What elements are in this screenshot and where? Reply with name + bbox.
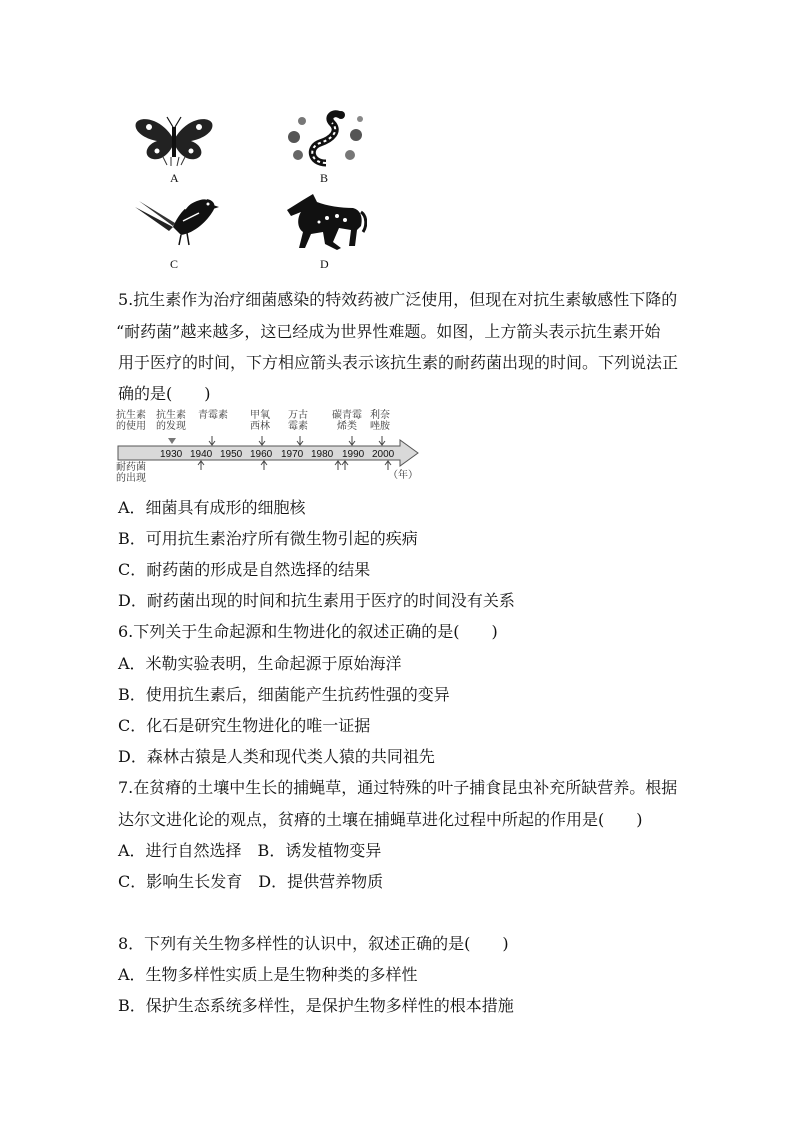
q6-stem: 6.下列关于生命起源和生物进化的叙述正确的是( ) <box>118 622 498 641</box>
label-antibiotic-use: 抗生素 的使用 <box>116 410 146 432</box>
year-tick: 1980 <box>311 449 334 460</box>
figure-c-label: C <box>170 257 179 271</box>
year-tick: 2000 <box>372 449 395 460</box>
q6-option-c: C．化石是研究生物进化的唯一证据 <box>118 716 371 735</box>
q5-stem-line-2: “耐药菌”越来越多，这已经成为世界性难题。如图，上方箭头表示抗生素开始 <box>116 322 661 341</box>
horse-icon <box>283 192 367 254</box>
magpie-icon <box>133 193 219 251</box>
q6-option-d: D．森林古猿是人类和现代类人猿的共同祖先 <box>118 747 435 766</box>
q7-stem-line-1: 7.在贫瘠的土壤中生长的捕蝇草，通过特殊的叶子捕食昆虫补充所缺营养。根据 <box>118 778 678 797</box>
q7-options-ab: A．进行自然选择 B．诱发植物变异 <box>118 841 382 860</box>
q7-stem-line-2: 达尔文进化论的观点，贫瘠的土壤在捕蝇草进化过程中所起的作用是( ) <box>118 810 643 829</box>
year-tick: 1960 <box>250 449 273 460</box>
q5-stem-line-1: 5.抗生素作为治疗细菌感染的特效药被广泛使用，但现在对抗生素敏感性下降的 <box>118 290 678 309</box>
q5-stem-line-3: 用于医疗的时间，下方相应箭头表示该抗生素的耐药菌出现的时间。下列说法正 <box>118 353 679 372</box>
snake-icon <box>284 107 368 169</box>
q5-option-b: B．可用抗生素治疗所有微生物引起的疾病 <box>118 529 418 548</box>
q6-option-a: A．米勒实验表明，生命起源于原始海洋 <box>118 654 402 673</box>
butterfly-icon <box>133 113 215 167</box>
q8-stem: 8．下列有关生物多样性的认识中，叙述正确的是( ) <box>118 934 509 953</box>
antibiotic-timeline <box>116 408 426 486</box>
year-tick: 1950 <box>220 449 243 460</box>
year-tick: 1940 <box>190 449 213 460</box>
label-linezolid: 利奈 唑胺 <box>370 410 390 432</box>
q5-stem-line-4: 确的是( ) <box>118 384 211 403</box>
q5-option-c: C．耐药菌的形成是自然选择的结果 <box>118 560 371 579</box>
label-vancomycin: 万古 霉素 <box>288 410 308 432</box>
figure-a-label: A <box>170 171 179 185</box>
figure-b-label: B <box>320 171 329 185</box>
q5-option-a: A．细菌具有成形的细胞核 <box>118 498 306 517</box>
q7-options-cd: C．影响生长发育 D．提供营养物质 <box>118 872 384 891</box>
label-carbapenem: 碳青霉 烯类 <box>332 410 362 432</box>
label-penicillin: 青霉素 <box>198 410 228 421</box>
q6-option-b: B．使用抗生素后，细菌能产生抗药性强的变异 <box>118 685 450 704</box>
year-unit: （年） <box>388 470 418 481</box>
year-tick: 1930 <box>160 449 183 460</box>
figure-d-label: D <box>320 257 329 271</box>
q5-option-d: D．耐药菌出现的时间和抗生素用于医疗的时间没有关系 <box>118 591 515 610</box>
label-resistance-emergence: 耐药菌 的出现 <box>116 462 146 484</box>
year-tick: 1970 <box>281 449 304 460</box>
label-methicillin: 甲氧 西林 <box>250 410 270 432</box>
year-tick: 1990 <box>342 449 365 460</box>
label-antibiotic-discovery: 抗生素 的发现 <box>156 410 186 432</box>
q8-option-a: A．生物多样性实质上是生物种类的多样性 <box>118 965 418 984</box>
q8-option-b: B．保护生态系统多样性，是保护生物多样性的根本措施 <box>118 996 514 1015</box>
